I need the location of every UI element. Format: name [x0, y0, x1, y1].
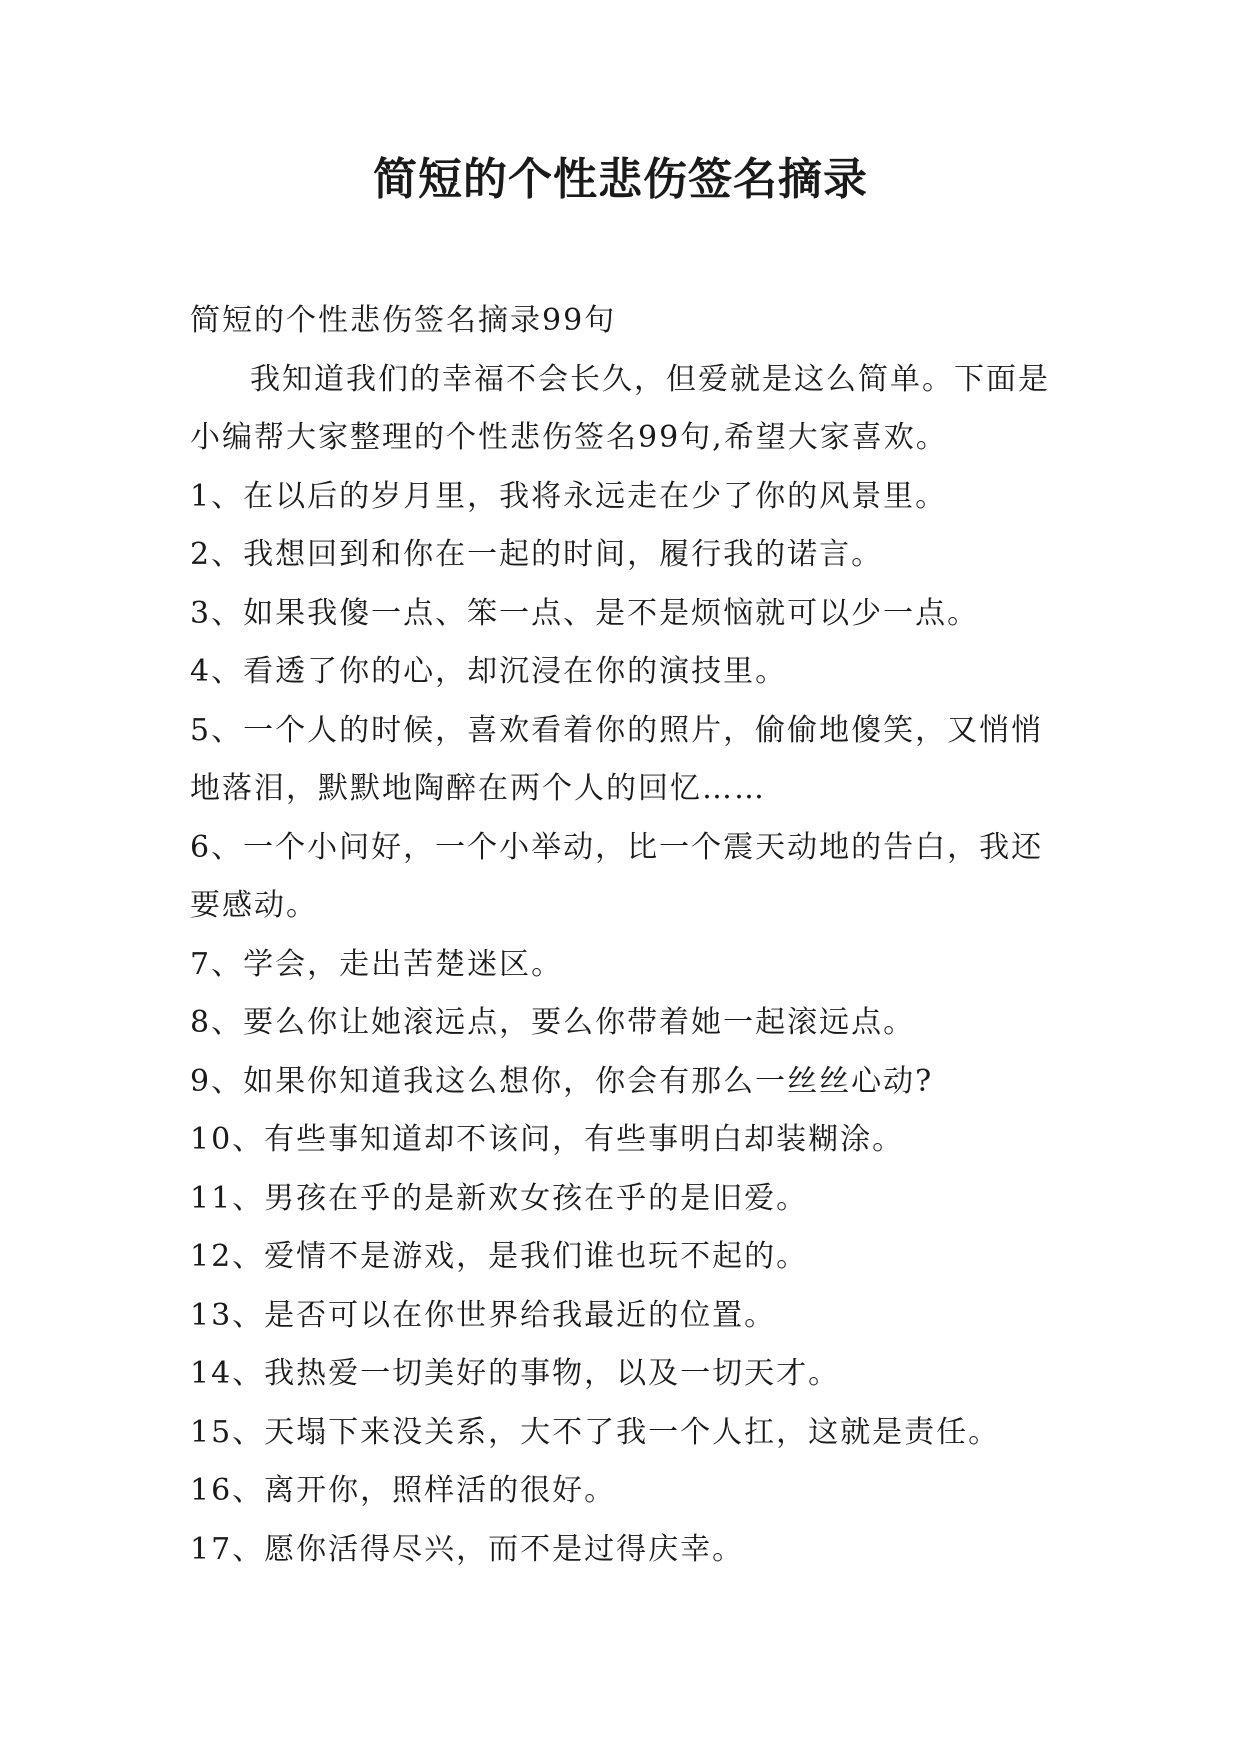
list-item: 13、是否可以在你世界给我最近的位置。	[190, 1297, 777, 1333]
list-item: 15、天塌下来没关系，大不了我一个人扛，这就是责任。	[190, 1414, 1001, 1450]
list-item: 6、一个小问好，一个小举动，比一个震天动地的告白，我还要感动。	[190, 829, 1044, 923]
list-item: 3、如果我傻一点、笨一点、是不是烦恼就可以少一点。	[190, 595, 980, 631]
list-item: 12、爱情不是游戏，是我们谁也玩不起的。	[190, 1239, 809, 1274]
list-item: 11、男孩在乎的是新欢女孩在乎的是旧爱。	[190, 1180, 809, 1216]
list-item: 1、在以后的岁月里，我将永远走在少了你的风景里。	[190, 478, 948, 514]
list-item: 14、我热爱一切美好的事物，以及一切天才。	[190, 1356, 841, 1391]
list-item: 17、愿你活得尽兴，而不是过得庆幸。	[190, 1531, 745, 1567]
list-item: 10、有些事知道却不该问，有些事明白却装糊涂。	[190, 1122, 905, 1157]
list-item: 9、如果你知道我这么想你，你会有那么一丝丝心动?	[190, 1063, 934, 1099]
list-item: 7、学会，走出苦楚迷区。	[190, 946, 564, 982]
list-item: 2、我想回到和你在一起的时间，履行我的诺言。	[190, 537, 884, 572]
document-body	[190, 292, 1060, 1579]
document-subtitle: 简短的个性悲伤签名摘录99句	[190, 303, 617, 338]
list-item: 16、离开你，照样活的很好。	[190, 1473, 617, 1508]
document-title: 简短的个性悲伤签名摘录	[373, 154, 868, 205]
list-item: 8、要么你让她滚远点，要么你带着她一起滚远点。	[190, 1005, 916, 1040]
list-item: 4、看透了你的心，却沉浸在你的演技里。	[190, 654, 788, 689]
list-item: 5、一个人的时候，喜欢看着你的照片，偷偷地傻笑，又悄悄地落泪，默默地陶醉在两个人的回忆……	[190, 712, 1044, 806]
intro-paragraph: 我知道我们的幸福不会长久，但爱就是这么简单。下面是小编帮大家整理的个性悲伤签名99句,希望大家喜欢。	[190, 361, 1050, 455]
